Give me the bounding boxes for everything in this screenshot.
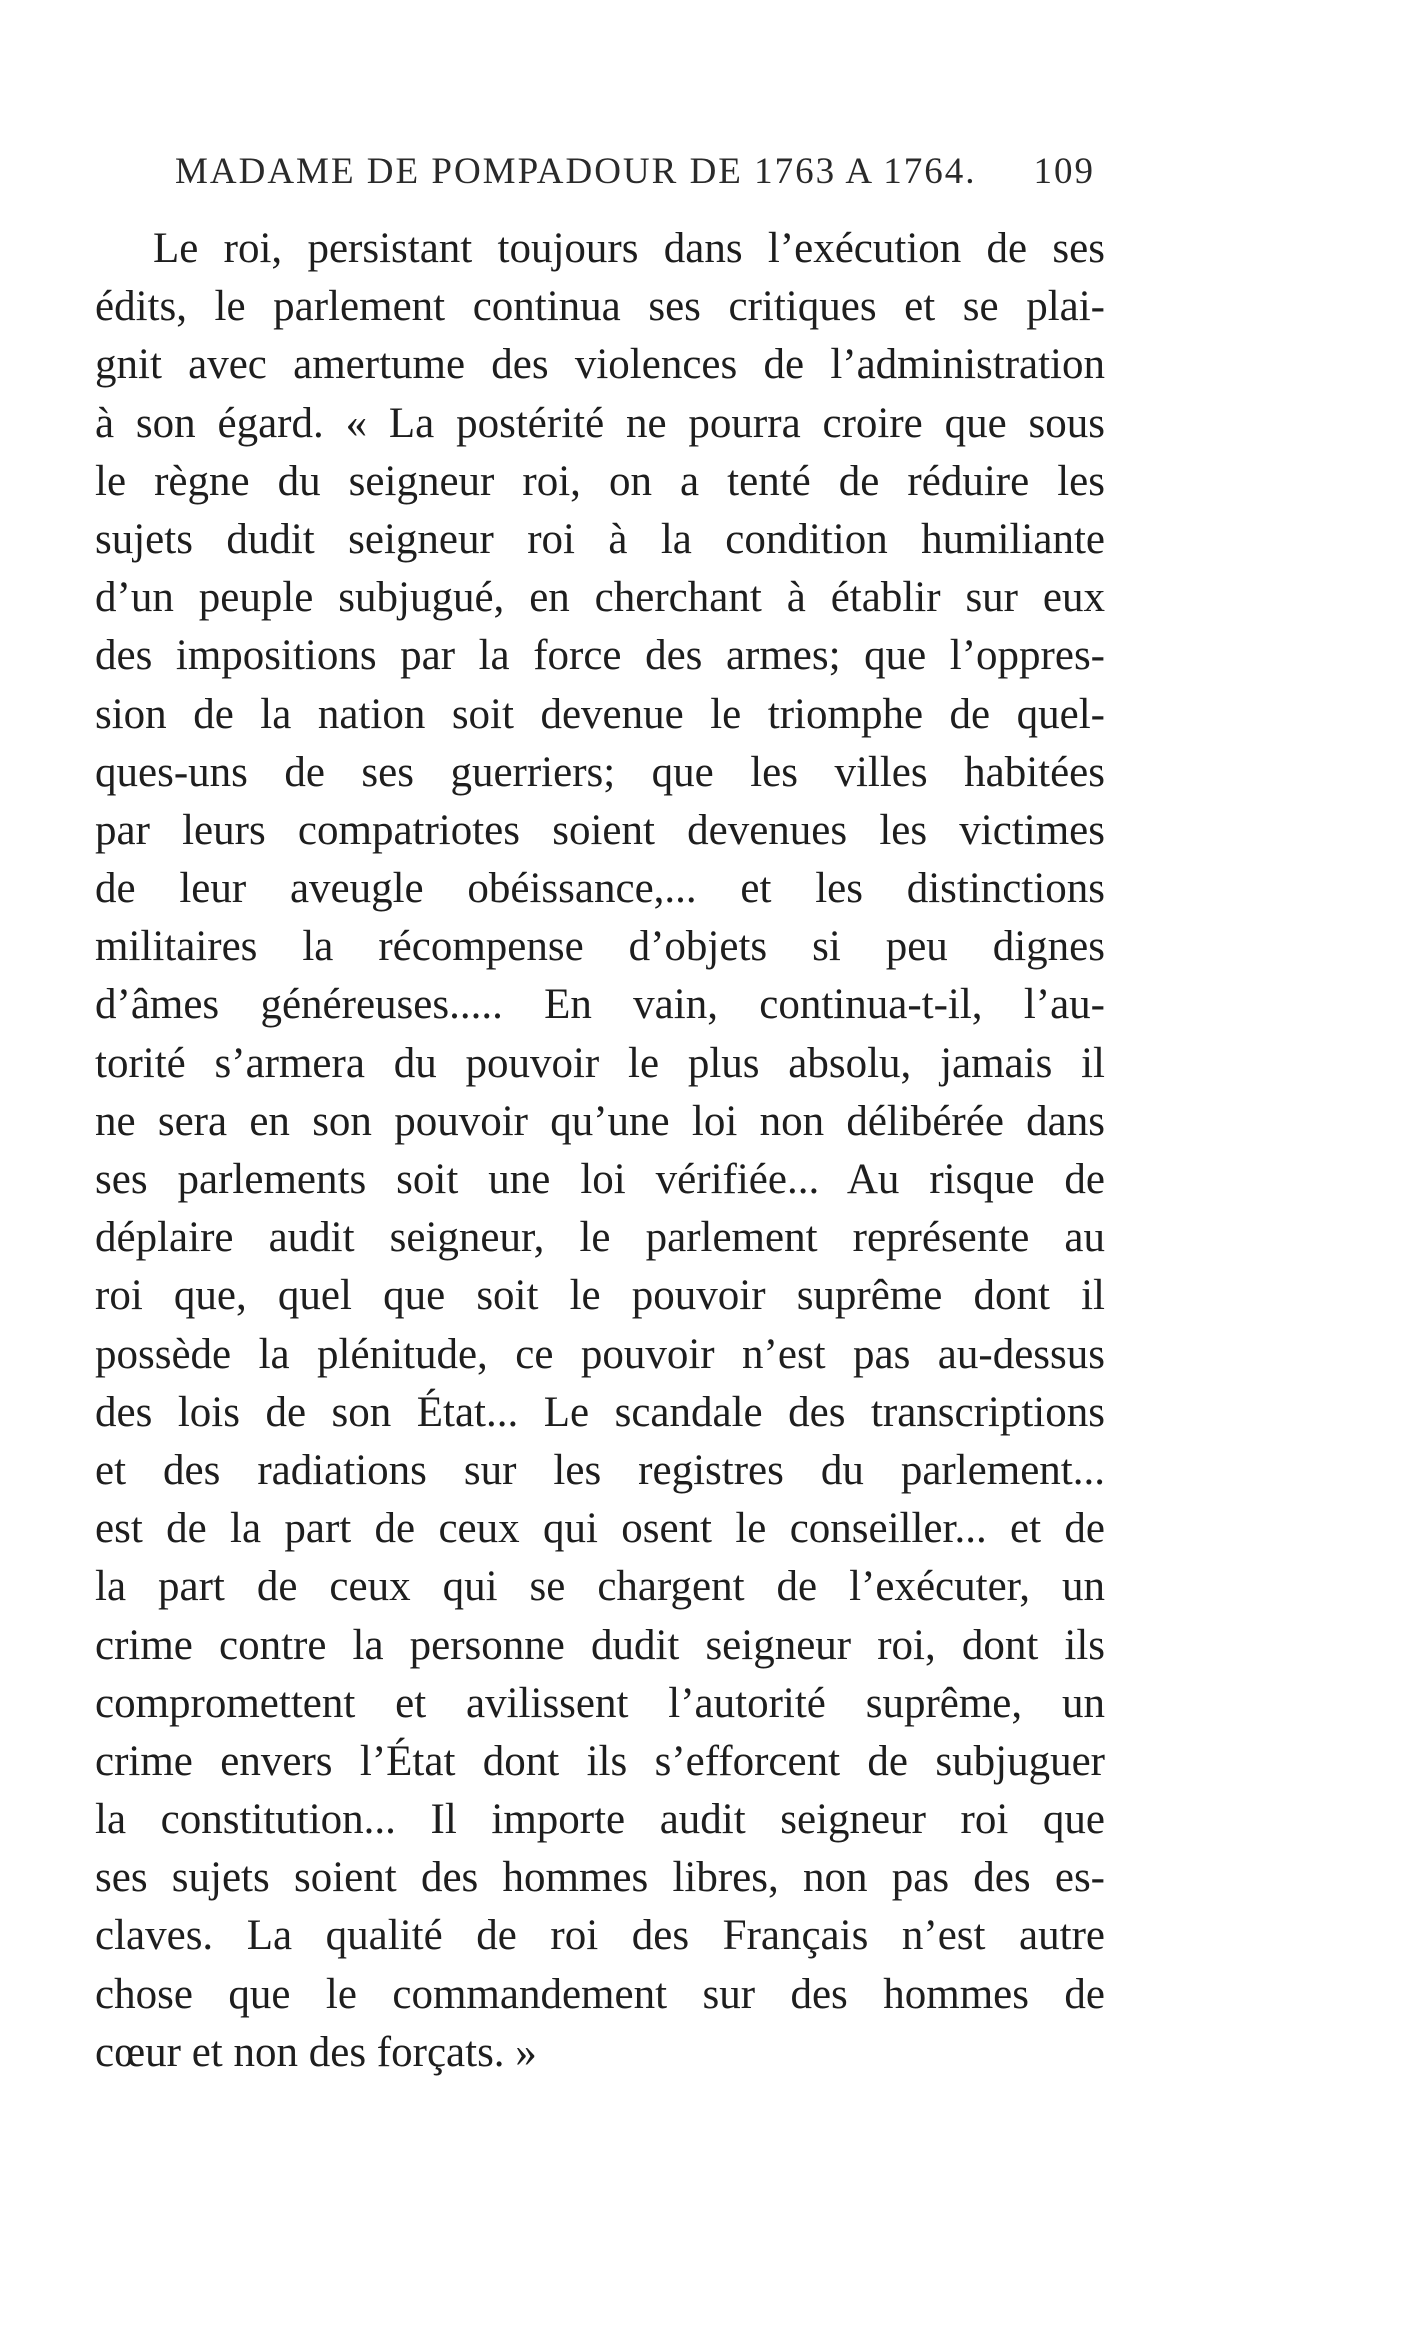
text-line: cœur et non des forçats. » (95, 2028, 537, 2076)
text-line: torité s’armera du pouvoir le plus absolu, jamais il (95, 1039, 1105, 1087)
text-line: compromettent et avilissent l’autorité suprême, un (95, 1679, 1105, 1727)
text-line: gnit avec amertume des violences de l’administration (95, 341, 1105, 389)
running-title: MADAME DE POMPADOUR DE 1763 A 1764. (175, 151, 977, 192)
text-line: roi que, quel que soit le pouvoir suprême dont il (95, 1272, 1105, 1320)
text-line: d’âmes généreuses..... En vain, continua-t-il, l’au- (95, 981, 1105, 1029)
text-line: des lois de son État... Le scandale des transcriptions (95, 1388, 1105, 1436)
text-line: crime contre la personne dudit seigneur roi, dont ils (95, 1621, 1105, 1669)
text-line: chose que le commandement sur des hommes de (95, 1970, 1105, 2018)
body-paragraph (95, 220, 1105, 2082)
text-line: Le roi, persistant toujours dans l’exécution de ses (153, 225, 1105, 272)
running-head (175, 150, 1095, 200)
text-line: le règne du seigneur roi, on a tenté de réduire les (95, 457, 1105, 505)
text-line: sujets dudit seigneur roi à la condition humiliante (95, 515, 1105, 563)
text-line: par leurs compatriotes soient devenues les victimes (95, 806, 1105, 854)
text-line: est de la part de ceux qui osent le conseiller... et de (95, 1505, 1105, 1553)
text-line: la part de ceux qui se chargent de l’exécuter, un (95, 1563, 1105, 1611)
text-line: ques-uns de ses guerriers; que les villes habitées (95, 748, 1105, 796)
text-line: ses sujets soient des hommes libres, non pas des es- (95, 1854, 1105, 1902)
text-line: de leur aveugle obéissance,... et les distinctions (95, 865, 1105, 913)
text-line: la constitution... Il importe audit seigneur roi que (95, 1796, 1105, 1844)
text-line: crime envers l’État dont ils s’efforcent de subjuguer (95, 1737, 1105, 1785)
text-line: sion de la nation soit devenue le triomphe de quel- (95, 690, 1105, 738)
text-line: et des radiations sur les registres du parlement... (95, 1446, 1105, 1494)
text-line: ne sera en son pouvoir qu’une loi non délibérée dans (95, 1097, 1105, 1145)
text-line: possède la plénitude, ce pouvoir n’est pas au-dessus (95, 1330, 1105, 1378)
text-line: ses parlements soit une loi vérifiée... Au risque de (95, 1156, 1105, 1203)
text-line: claves. La qualité de roi des Français n’est autre (95, 1912, 1105, 1960)
page-number: 109 (1033, 151, 1095, 192)
text-line: édits, le parlement continua ses critiques et se plai- (95, 283, 1105, 331)
text-line: à son égard. « La postérité ne pourra croire que sous (95, 399, 1105, 447)
text-line: déplaire audit seigneur, le parlement représente au (95, 1214, 1105, 1262)
text-line: d’un peuple subjugué, en cherchant à établir sur eux (95, 574, 1105, 622)
text-line: militaires la récompense d’objets si peu dignes (95, 923, 1105, 971)
text-line: des impositions par la force des armes; que l’oppres- (95, 632, 1105, 680)
